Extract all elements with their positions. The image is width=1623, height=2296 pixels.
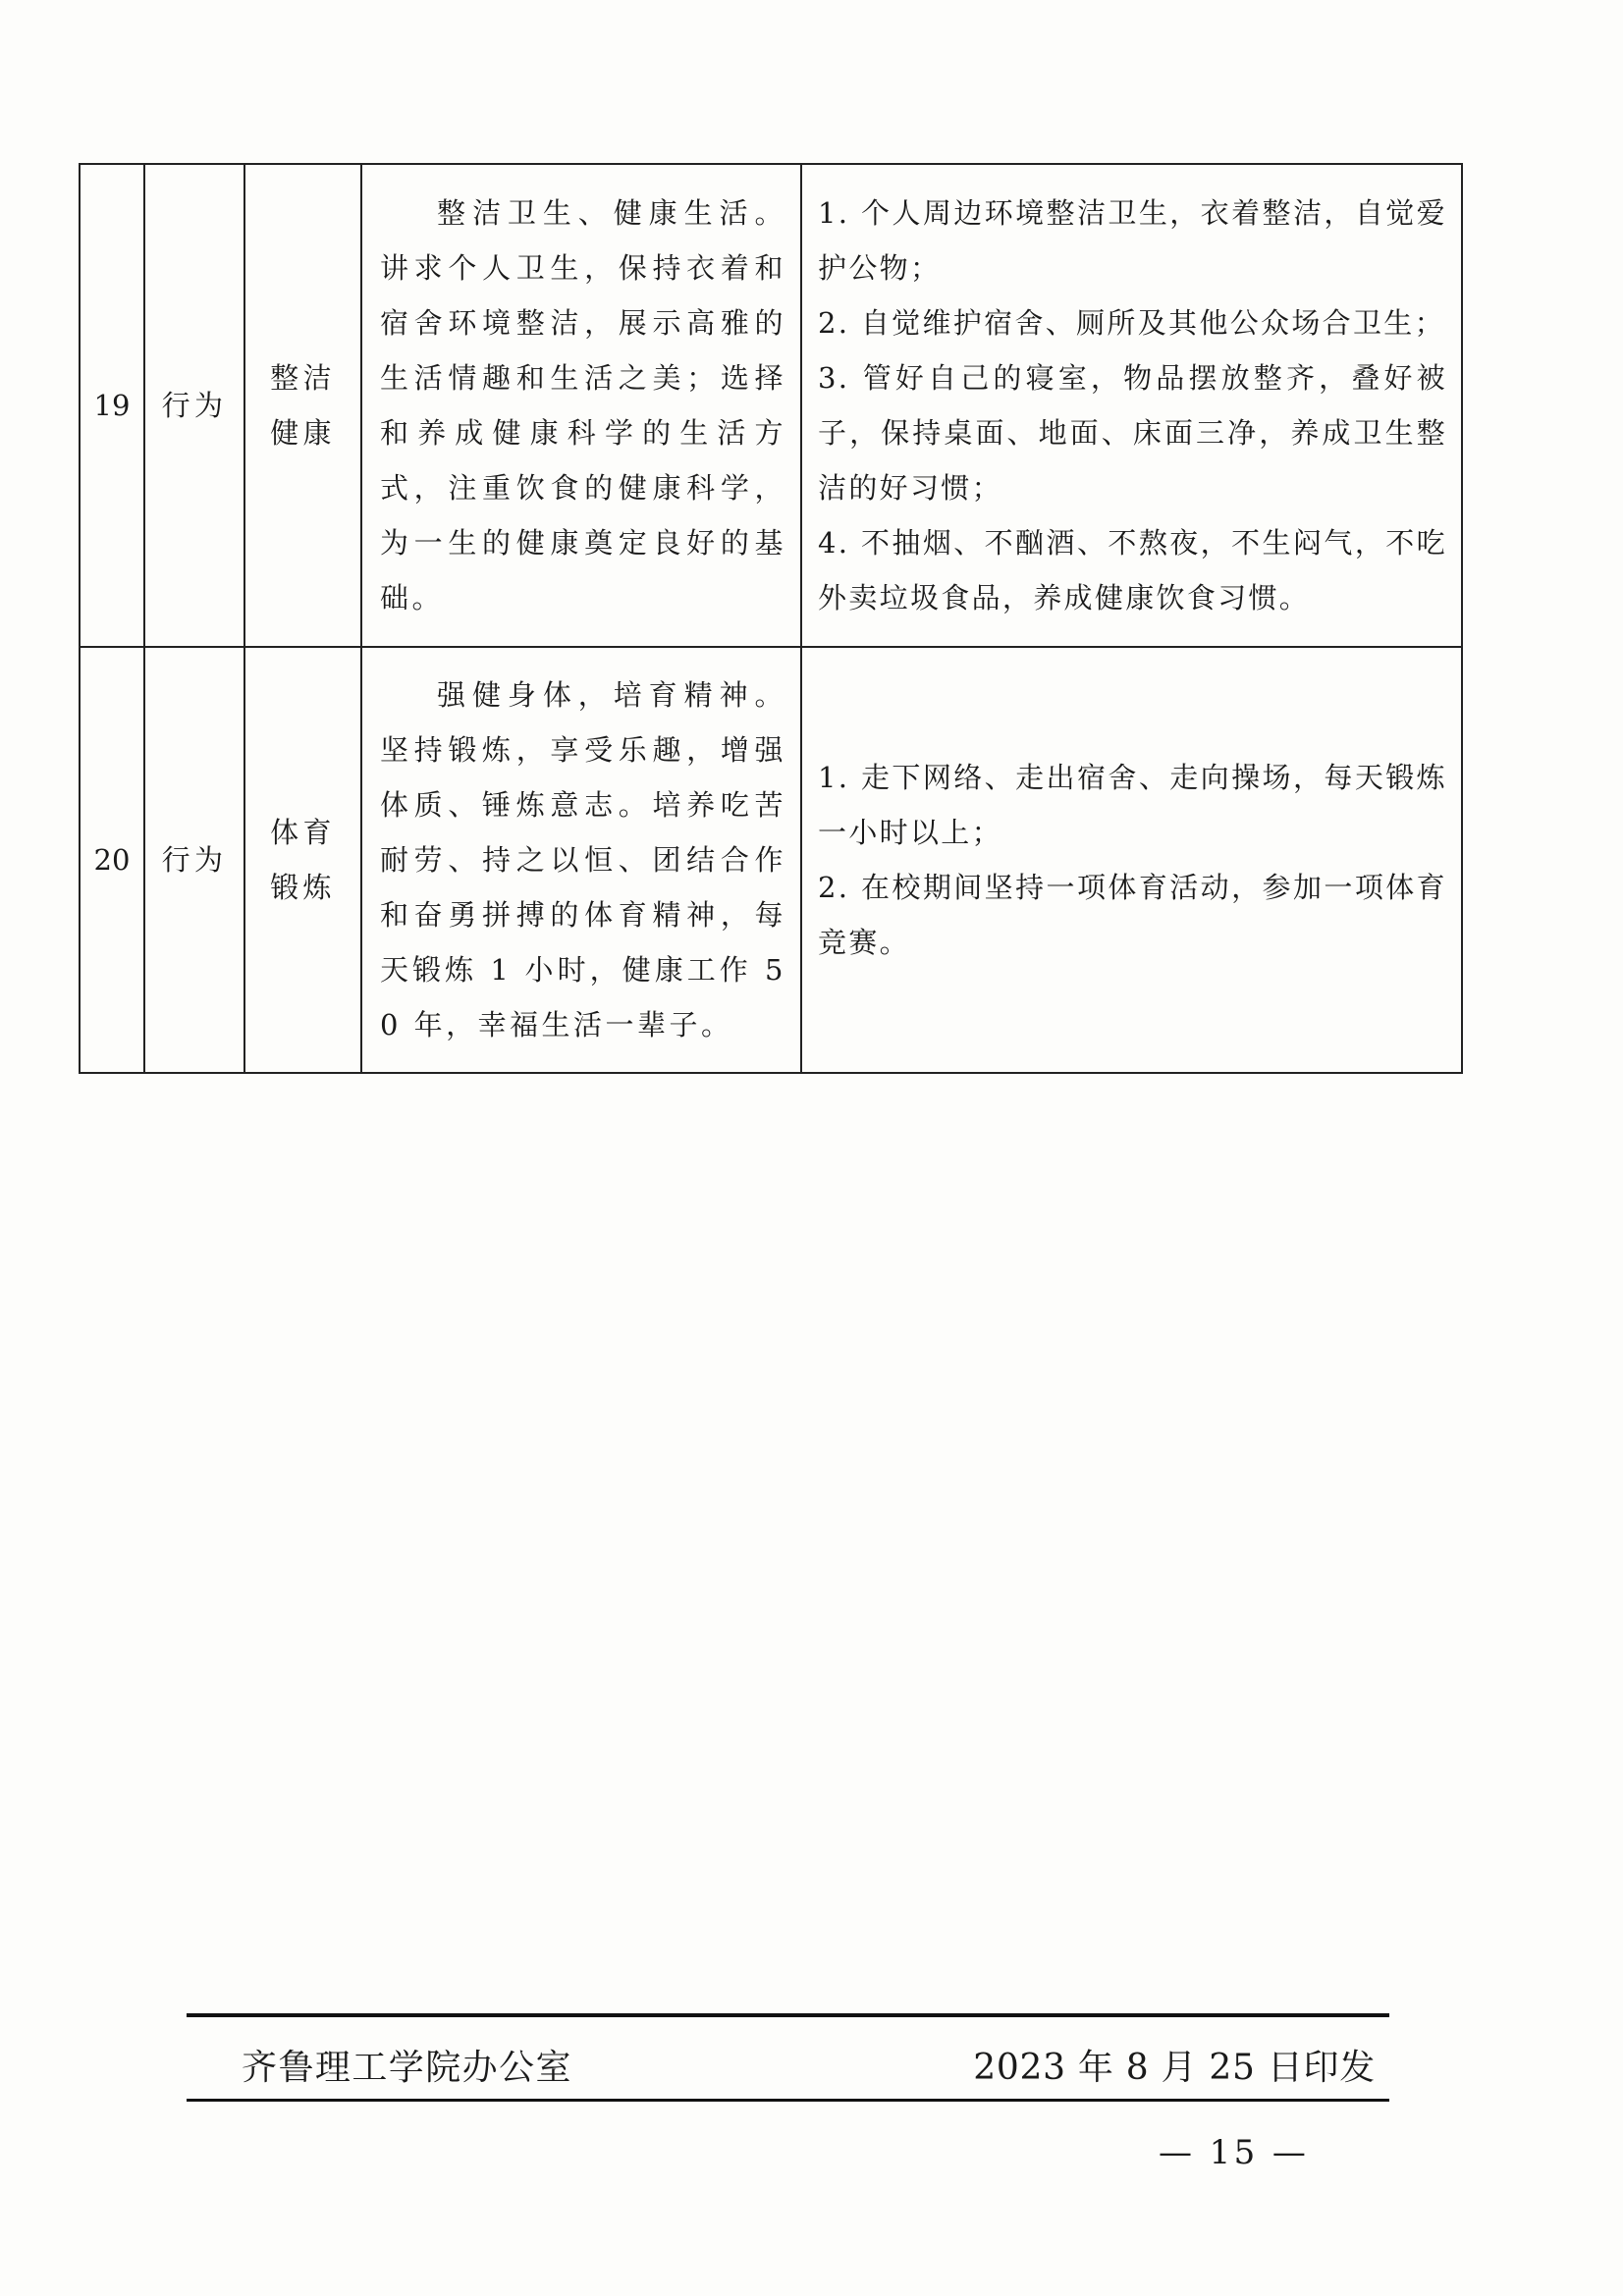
- category-label: 行为: [161, 843, 228, 877]
- footer-top-rule: [187, 2013, 1389, 2017]
- description-text: 整洁卫生、健康生活。讲求个人卫生，保持衣着和宿舍环境整洁，展示高雅的生活情趣和生活之美；选择和养成健康科学的生活方式，注重饮食的健康科学，为一生的健康奠定良好的基础。: [380, 196, 786, 614]
- description-text: 强健身体，培育精神。坚持锻炼，享受乐趣，增强体质、锤炼意志。培养吃苦耐劳、持之以恒、团结合作和奋勇拼搏的体育精神，每天锻炼 1 小时，健康工作 50 年，幸福生活一辈子。: [380, 678, 786, 1041]
- row-item: [244, 647, 361, 1073]
- page-number: — 15 —: [1159, 2133, 1310, 2172]
- requirement-item: 2. 自觉维护宿舍、厕所及其他公众场合卫生；: [818, 306, 1445, 340]
- footer-bottom-rule: [187, 2099, 1389, 2102]
- row-description: [361, 164, 801, 647]
- requirement-item: 1. 走下网络、走出宿舍、走向操场，每天锻炼一小时以上；: [818, 761, 1447, 849]
- requirement-item: 3. 管好自己的寝室，物品摆放整齐，叠好被子，保持桌面、地面、床面三净，养成卫生整洁的好习惯；: [818, 361, 1447, 505]
- table-row: [80, 647, 1462, 1073]
- row-item: [244, 164, 361, 647]
- footer-issuer: 齐鲁理工学院办公室: [242, 2048, 572, 2088]
- row-requirements: [801, 647, 1462, 1073]
- row-requirements: [801, 164, 1462, 647]
- item-label: 体育锻炼: [270, 816, 336, 904]
- category-label: 行为: [161, 389, 228, 422]
- row-description: [361, 647, 801, 1073]
- row-number: 20: [80, 647, 144, 1073]
- requirement-item: 2. 在校期间坚持一项体育活动，参加一项体育竞赛。: [818, 871, 1447, 959]
- table-row: [80, 164, 1462, 647]
- row-number: 19: [80, 164, 144, 647]
- footer-issue-date: 2023 年 8 月 25 日印发: [973, 2048, 1376, 2088]
- item-label: 整洁健康: [270, 361, 336, 450]
- requirement-item: 4. 不抽烟、不酗酒、不熬夜，不生闷气，不吃外卖垃圾食品，养成健康饮食习惯。: [818, 526, 1447, 614]
- requirement-item: 1. 个人周边环境整洁卫生，衣着整洁，自觉爱护公物；: [818, 196, 1447, 285]
- behavior-standards-table: [79, 163, 1463, 1074]
- row-category: [144, 647, 244, 1073]
- row-category: [144, 164, 244, 647]
